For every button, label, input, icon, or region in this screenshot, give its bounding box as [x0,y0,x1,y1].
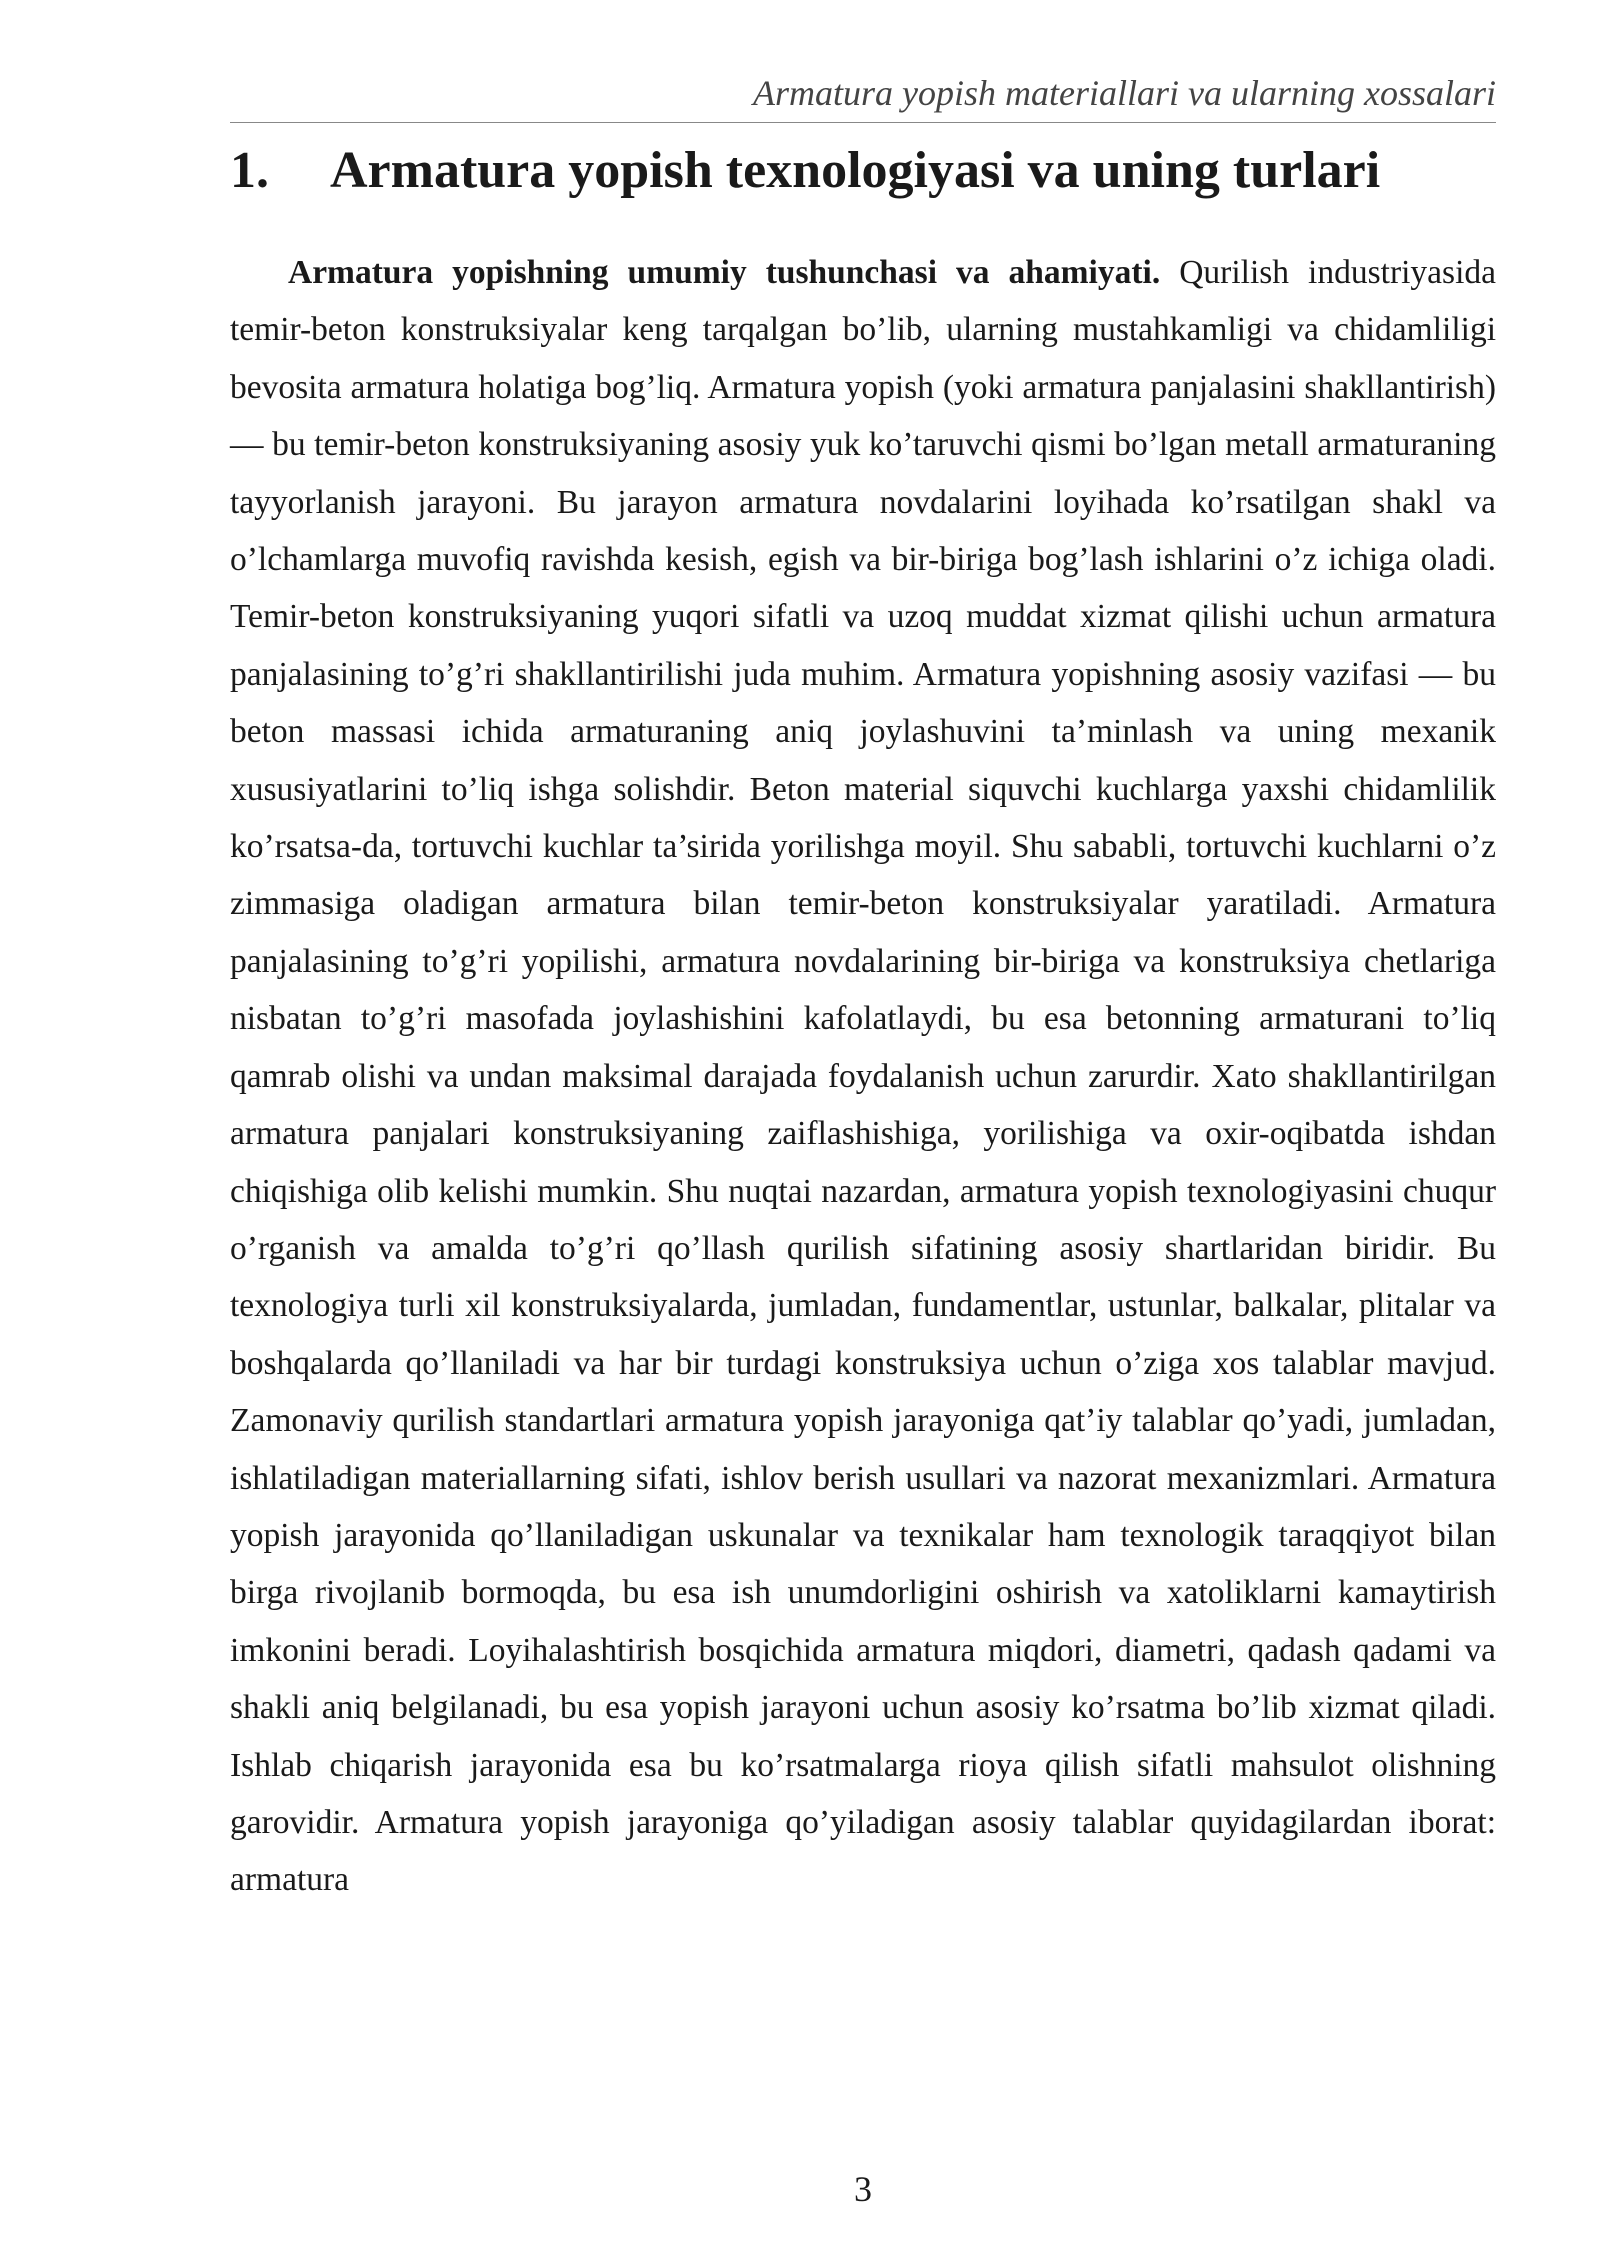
paragraph-text: Qurilish industriyasida temir-beton konstruksiyalar keng tarqalgan bo’lib, ularning mustahkamligi va chidamliligi bevosita armatura holatiga bog’liq. Armatura yopish (yoki armatura panjalasini shakllantirish) — bu temir-beton konstruksiyaning asosiy yuk ko’taruvchi qismi bo’lgan metall armaturaning tayyorlanish jarayoni. Bu jarayon armatura novdalarini loyihada ko’rsatilgan shakl va o’lchamlarga muvofiq ravishda kesish, egish va bir-biriga bog’lash ishlarini o’z ichiga oladi. Temir-beton konstruksiyaning yuqori sifatli va uzoq muddat xizmat qilishi uchun armatura panjalasining to’g’ri shakllantirilishi juda muhim. Armatura yopishning asosiy vazifasi — bu beton massasi ichida armaturaning aniq joylashuvini ta’minlash va uning mexanik xususiyatlarini to’liq ishga solishdir. Beton material siquvchi kuchlarga yaxshi chidamlilik ko’rsatsa-da, tortuvchi kuchlar ta’sirida yorilishga moyil. Shu sababli, tortuvchi kuchlarni o’z zimmasiga oladigan armatura bilan temir-beton konstruksiyalar yaratiladi. Armatura panjalasining to’g’ri yopilishi, armatura novdalarining bir-biriga va konstruksiya chetlariga nisbatan to’g’ri masofada joylashishini kafolatlaydi, bu esa betonning armaturani to’liq qamrab olishi va undan maksimal darajada foydalanish uchun zarurdir. Xato shakllantirilgan armatura panjalari konstruksiyaning zaiflashishiga, yorilishiga va oxir-oqibatda ishdan chiqishiga olib kelishi mumkin. Shu nuqtai nazardan, armatura yopish texnologiyasini chuqur o’rganish va amalda to’g’ri qo’llash qurilish sifatining asosiy shartlaridan biridir. Bu texnologiya turli xil konstruksiyalarda, jumladan, fundamentlar, ustunlar, balkalar, plitalar va boshqalarda qo’llaniladi va har bir turdagi konstruksiya uchun o’ziga xos talablar mavjud. Zamonaviy qurilish standartlari armatura yopish jarayoniga qat’iy talablar qo’yadi, jumladan, ishlatiladigan materiallarning sifati, ishlov berish usullari va nazorat mexanizmlari. Armatura yopish jarayonida qo’llaniladigan uskunalar va texnikalar ham texnologik taraqqiyot bilan birga rivojlanib bormoqda, bu esa ish unumdorligini oshirish va xatoliklarni kamaytirish imkonini beradi. Loyihalashtirish bosqichida armatura miqdori, diametri, qadash qadami va shakli aniq belgilanadi, bu esa yopish jarayoni uchun asosiy ko’rsatma bo’lib xizmat qiladi. Ishlab chiqarish jarayonida esa bu ko’rsatmalarga rioya qilish sifatli mahsulot olishning garovidir. Armatura yopish jarayoniga qo’yiladigan asosiy talablar quyidagilardan iborat: armatura [230,254,1496,1899]
paragraph-lead: Armatura yopishning umumiy tushunchasi va ahamiyati. [288,254,1161,291]
header-rule [230,122,1496,123]
section-title [230,138,1496,204]
document-page [230,0,1496,2262]
section-title-text: Armatura yopish texnologiyasi va uning turlari [330,142,1381,199]
section-number: 1. [230,142,269,199]
body-paragraph [230,244,1496,1909]
running-header: Armatura yopish materiallari va ularning xossalari [752,73,1496,113]
page-number: 3 [854,2169,872,2209]
